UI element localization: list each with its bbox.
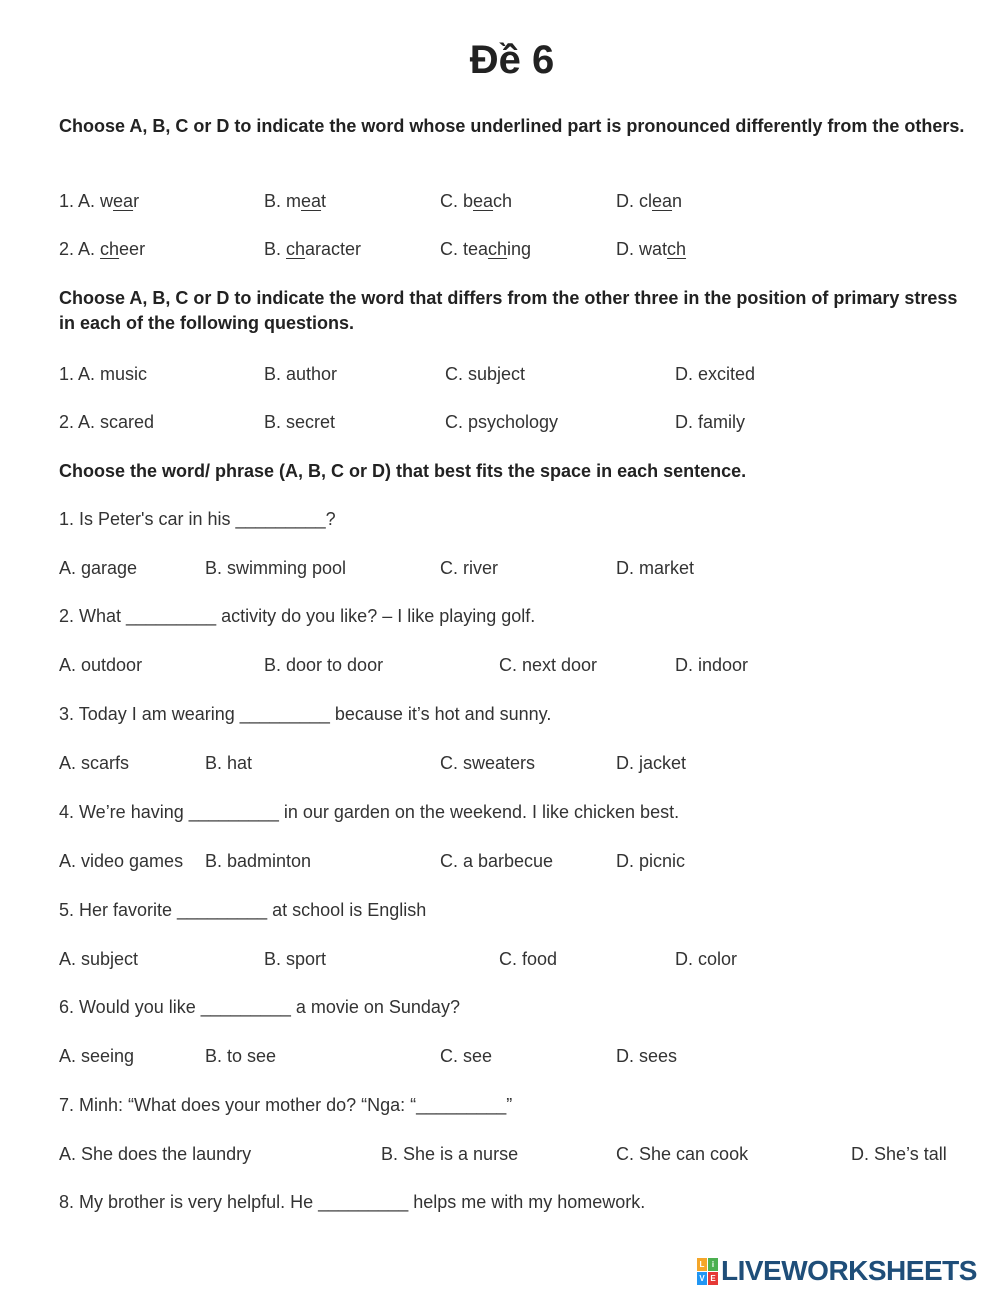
option-b: B. door to door (264, 655, 384, 675)
logo-text: LIVEWORKSHEETS (721, 1255, 977, 1286)
option-b: B. She is a nurse (381, 1144, 519, 1164)
option-a: 2. A. scared (59, 412, 155, 432)
option-a: A. garage (59, 558, 138, 578)
option-c: C. a barbecue (440, 851, 554, 871)
underlined-part: ea (652, 191, 673, 211)
option-b: B. swimming pool (205, 558, 347, 578)
option-d: D. excited (675, 364, 756, 384)
option-a: A. subject (59, 949, 139, 969)
option-b: B. badminton (205, 851, 312, 871)
option-c: C. food (499, 949, 558, 969)
underlined-part: ch (100, 239, 120, 259)
stress-instruction: Choose A, B, C or D to indicate the word that differs from the other three in the position of primary stress in each of the following questions. (59, 288, 958, 333)
option-c: C. teaching (440, 239, 532, 259)
underlined-part: ea (113, 191, 134, 211)
option-d: D. market (616, 558, 695, 578)
option-a: 1. A. music (59, 364, 148, 384)
option-b: B. character (264, 239, 362, 259)
question-2-text: 2. What _________ activity do you like? – I like playing golf. (59, 606, 536, 626)
question-5-text: 5. Her favorite _________ at school is English (59, 900, 427, 920)
question-1-text: 1. Is Peter's car in his _________? (59, 509, 336, 529)
option-b: B. hat (205, 753, 253, 773)
logo-blocks-icon: L i V E (697, 1258, 718, 1285)
page-title: Đề 6 (469, 38, 555, 82)
option-d: D. clean (616, 191, 683, 211)
option-b: B. sport (264, 949, 327, 969)
option-d: D. picnic (616, 851, 686, 871)
option-b: B. to see (205, 1046, 277, 1066)
underlined-part: ea (473, 191, 494, 211)
question-7-text: 7. Minh: “What does your mother do? “Nga: “_________” (59, 1095, 513, 1115)
question-3-text: 3. Today I am wearing _________ because it’s hot and sunny. (59, 704, 552, 724)
question-8-text: 8. My brother is very helpful. He _________ helps me with my homework. (59, 1192, 646, 1212)
option-c: C. see (440, 1046, 493, 1066)
question-4-text: 4. We’re having _________ in our garden on the weekend. I like chicken best. (59, 802, 680, 822)
underlined-part: ch (667, 239, 687, 259)
underlined-part: ch (488, 239, 508, 259)
option-d: D. color (675, 949, 738, 969)
option-a: 1. A. wear (59, 191, 140, 211)
pronunciation-instruction: Choose A, B, C or D to indicate the word whose underlined part is pronounced differently from the others. (59, 116, 965, 136)
option-a: 2. A. cheer (59, 239, 146, 259)
option-b: B. secret (264, 412, 336, 432)
option-c: C. subject (445, 364, 526, 384)
option-b: B. meat (264, 191, 327, 211)
option-a: A. scarfs (59, 753, 130, 773)
option-c: C. psychology (445, 412, 559, 432)
option-c: C. She can cook (616, 1144, 749, 1164)
option-a: A. seeing (59, 1046, 135, 1066)
option-c: C. beach (440, 191, 513, 211)
option-a: A. She does the laundry (59, 1144, 252, 1164)
option-d: D. indoor (675, 655, 749, 675)
option-c: C. sweaters (440, 753, 536, 773)
option-a: A. outdoor (59, 655, 143, 675)
underlined-part: ch (286, 239, 306, 259)
option-c: C. river (440, 558, 498, 578)
vocabulary-instruction: Choose the word/ phrase (A, B, C or D) that best fits the space in each sentence. (59, 461, 747, 481)
liveworksheets-logo (697, 1257, 977, 1285)
option-b: B. author (264, 364, 338, 384)
option-d: D. family (675, 412, 746, 432)
option-d: D. She’s tall (851, 1144, 947, 1164)
underlined-part: ea (301, 191, 322, 211)
option-d: D. sees (616, 1046, 678, 1066)
option-d: D. watch (616, 239, 687, 259)
option-d: D. jacket (616, 753, 687, 773)
question-6-text: 6. Would you like _________ a movie on Sunday? (59, 997, 460, 1017)
option-c: C. next door (499, 655, 598, 675)
option-a: A. video games (59, 851, 184, 871)
